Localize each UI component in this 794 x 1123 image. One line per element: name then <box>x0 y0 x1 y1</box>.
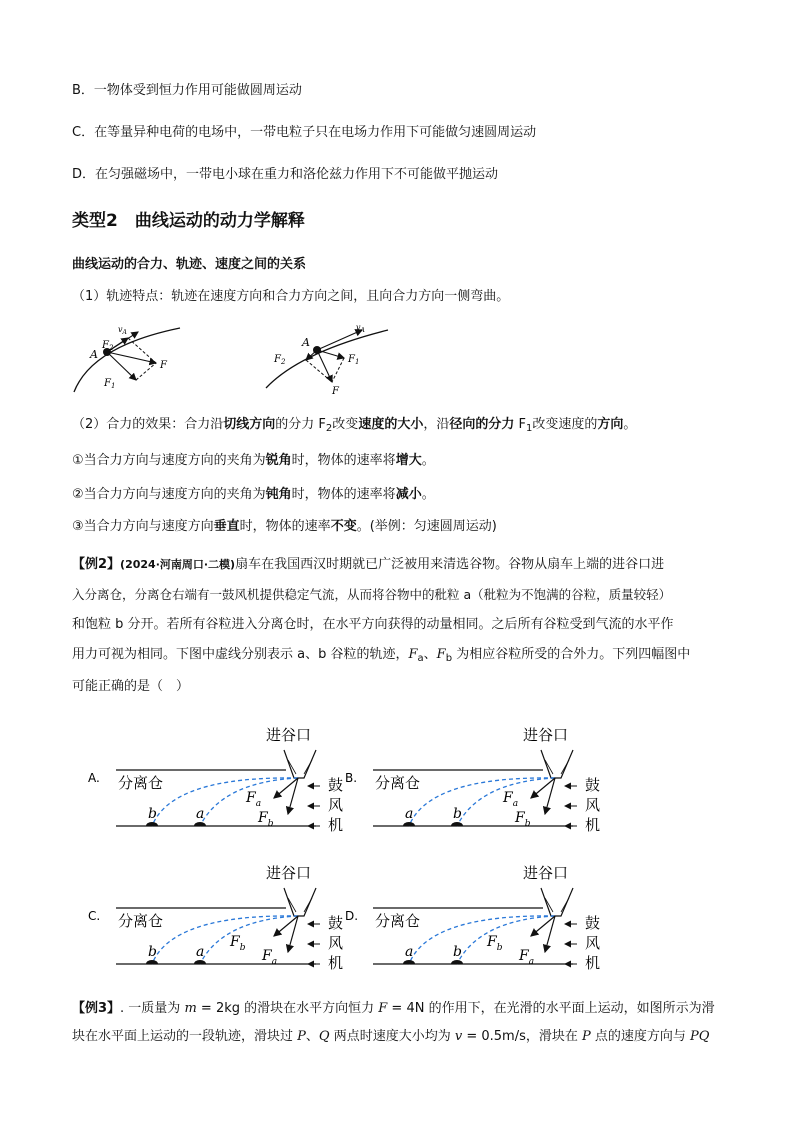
force-label-upper: $F_b$ <box>487 934 503 953</box>
option-letter: A. <box>88 771 100 785</box>
trajectory-feature-text: （1）轨迹特点：轨迹在速度方向和合力方向之间，且向合力方向一侧弯曲。 <box>72 289 510 304</box>
force-label-lower: $F_a$ <box>262 948 278 967</box>
acute-angle-rule: ①当合力方向与速度方向的夹角为锐角时，物体的速率将增大。 <box>72 453 435 468</box>
grain-left-label: b <box>148 944 157 960</box>
force-arrow-upper <box>531 778 555 798</box>
inlet-label: 进谷口 <box>266 726 312 744</box>
blower-label: 鼓 <box>585 776 601 794</box>
blower-label: 机 <box>328 954 344 972</box>
option-c: C．在等量异种电荷的电场中，一带电粒子只在电场力作用下可能做匀速圆周运动 <box>72 125 537 140</box>
grain-left-label: a <box>405 806 414 822</box>
option-letter: B. <box>345 771 358 785</box>
force-label-lower: $F_b$ <box>258 810 274 829</box>
grain-right <box>194 960 206 964</box>
blower-label: 机 <box>585 816 601 834</box>
inlet-hopper <box>541 750 573 778</box>
example3-line1: 【例3】. 一质量为 m = 2kg 的滑块在水平方向恒力 F = 4N 的作用下，在光滑的水平面上运动，如图所示为滑 <box>72 1001 715 1016</box>
example2-line2: 入分离仓，分离仓右端有一鼓风机提供稳定气流，从而将谷物中的秕粒 a（秕粒为不饱满的谷粒，质量较轻） <box>72 587 672 602</box>
force-label-upper: $F_b$ <box>230 934 246 953</box>
force-arrow-upper <box>274 916 298 936</box>
example2-line3: 和饱粒 b 分开。若所有谷粒进入分离仓时，在水平方向获得的动量相同。之后所有谷粒受到气流的水平作 <box>72 617 674 632</box>
section-subtitle: 曲线运动的合力、轨迹、速度之间的关系 <box>72 257 307 272</box>
grain-right-label: b <box>453 806 462 822</box>
option-panel <box>88 858 358 978</box>
trajectory-right <box>200 916 298 964</box>
grain-left <box>146 822 158 826</box>
force-label-upper: $F_a$ <box>246 790 262 809</box>
grain-right <box>451 960 463 964</box>
trajectory-right <box>457 916 555 964</box>
chamber-label: 分离仓 <box>375 912 421 930</box>
f1-label-left: $F_1$ <box>104 378 116 390</box>
grain-left <box>403 822 415 826</box>
blower-label: 鼓 <box>585 914 601 932</box>
grain-left-label: a <box>405 944 414 960</box>
example3-line2: 块在水平面上运动的一段轨迹，滑块过 P、Q 两点时速度大小均为 v = 0.5m/s，滑块在 P 点的速度方向与 PQ <box>72 1029 710 1044</box>
force-arrow-lower <box>545 916 555 952</box>
blower-label: 风 <box>585 796 601 814</box>
f-label-right: F <box>332 386 339 397</box>
grain-right <box>451 822 463 826</box>
inlet-hopper <box>284 888 316 916</box>
option-d: D．在匀强磁场中，一带电小球在重力和洛伦兹力作用下不可能做平抛运动 <box>72 167 499 182</box>
velocity-label-right: $v_A$ <box>356 323 365 334</box>
grain-right-label: b <box>453 944 462 960</box>
option-b: B．一物体受到恒力作用可能做圆周运动 <box>72 83 302 98</box>
f2-label-right: $F_2$ <box>274 354 286 366</box>
trajectory-left <box>152 778 298 826</box>
option-panel <box>345 858 615 978</box>
blower-label: 鼓 <box>328 776 344 794</box>
grain-left-label: b <box>148 806 157 822</box>
f1-label-right: $F_1$ <box>348 354 360 366</box>
blower-label: 风 <box>328 934 344 952</box>
inlet-label: 进谷口 <box>266 864 312 882</box>
inlet-hopper <box>541 888 573 916</box>
grain-left <box>403 960 415 964</box>
net-force-effect-text: （2）合力的效果：合力沿切线方向的分力 $F_2$改变速度的大小，沿径向的分力 $F_1$改变速度的方向。 <box>72 417 637 434</box>
grain-left <box>146 960 158 964</box>
trajectory-force-figure <box>70 318 390 398</box>
grain-right-label: a <box>196 944 205 960</box>
blower-label: 风 <box>585 934 601 952</box>
option-letter: C. <box>88 909 101 923</box>
force-label-lower: $F_b$ <box>515 810 531 829</box>
grain-right <box>194 822 206 826</box>
force-arrow-left <box>107 352 156 363</box>
force-arrow-right <box>317 350 332 382</box>
example2-line5: 可能正确的是（ ） <box>72 679 190 694</box>
force-arrow-lower <box>545 778 555 814</box>
force-arrow-upper <box>274 778 298 798</box>
blower-label: 鼓 <box>328 914 344 932</box>
inlet-label: 进谷口 <box>523 726 569 744</box>
option-panel <box>88 720 358 840</box>
example2-line4: 用力可视为相同。下图中虚线分别表示 a、b 谷粒的轨迹，$F_a$、$F_b$ 为相应谷粒所受的合外力。下列四幅图中 <box>72 647 691 664</box>
option-panel <box>345 720 615 840</box>
obtuse-angle-rule: ②当合力方向与速度方向的夹角为钝角时，物体的速率将减小。 <box>72 487 435 502</box>
force-f1-arrow-right <box>317 350 344 358</box>
point-a-label-right: A <box>302 336 310 349</box>
chamber-label: 分离仓 <box>118 774 164 792</box>
blower-label: 风 <box>328 796 344 814</box>
grain-right-label: a <box>196 806 205 822</box>
force-arrow-lower <box>288 916 298 952</box>
section-title: 类型2 曲线运动的动力学解释 <box>72 211 305 231</box>
trajectory-left <box>409 778 555 826</box>
chamber-label: 分离仓 <box>118 912 164 930</box>
chamber-label: 分离仓 <box>375 774 421 792</box>
blower-label: 机 <box>328 816 344 834</box>
force-arrow-upper <box>531 916 555 936</box>
point-a-label-left: A <box>90 348 98 361</box>
force-arrow-lower <box>288 778 298 814</box>
force-f1-arrow-left <box>107 352 136 380</box>
blower-label: 机 <box>585 954 601 972</box>
f2-label-left: $F_2$ <box>102 340 114 352</box>
example2-line1: 【例2】(2024·河南周口·二模)扇车在我国西汉时期就已广泛被用来清选谷物。谷物从扇车上端的进谷口进 <box>72 557 665 572</box>
option-letter: D. <box>345 909 359 923</box>
perpendicular-rule: ③当合力方向与速度方向垂直时，物体的速率不变。(举例：匀速圆周运动) <box>72 519 497 534</box>
force-label-upper: $F_a$ <box>503 790 519 809</box>
f-label-left: F <box>160 360 167 371</box>
velocity-label-left: $v_A$ <box>118 325 127 336</box>
velocity-arrow-right <box>317 330 362 350</box>
inlet-label: 进谷口 <box>523 864 569 882</box>
force-label-lower: $F_a$ <box>519 948 535 967</box>
inlet-hopper <box>284 750 316 778</box>
